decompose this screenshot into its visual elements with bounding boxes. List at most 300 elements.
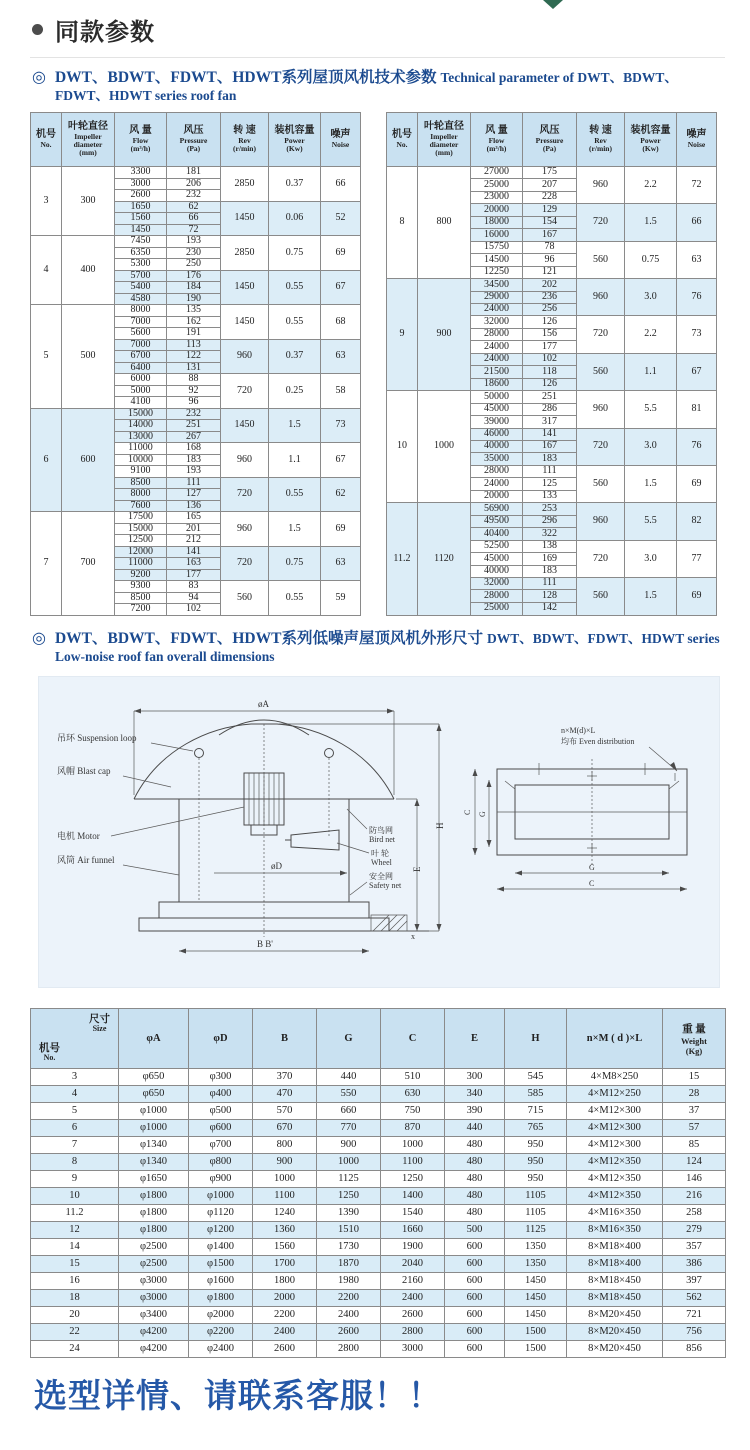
section-dimensions-header: [32, 629, 725, 666]
rev-cell: 1450: [221, 408, 269, 443]
b-cell: 570: [253, 1102, 317, 1119]
machine-no-cell: 8: [31, 1153, 119, 1170]
col-g: G: [317, 1008, 381, 1068]
flow-cell: 7000: [115, 339, 167, 351]
phi-a-cell: φ1800: [119, 1221, 189, 1238]
e-cell: 480: [445, 1170, 505, 1187]
pressure-cell: 167: [523, 229, 577, 241]
power-cell: 1.1: [269, 443, 321, 478]
phi-d-cell: φ1800: [189, 1289, 253, 1306]
c-cell: 870: [381, 1119, 445, 1136]
machine-no-cell: 6: [31, 408, 62, 512]
e-cell: 480: [445, 1136, 505, 1153]
c-cell: 1660: [381, 1221, 445, 1238]
pressure-cell: 212: [167, 535, 221, 547]
flow-cell: 14000: [115, 420, 167, 432]
pressure-cell: 317: [523, 416, 577, 428]
flow-cell: 25000: [471, 179, 523, 191]
h-cell: 1450: [505, 1289, 567, 1306]
rev-cell: 960: [577, 503, 625, 540]
param-table-left: [30, 112, 361, 616]
g-cell: 900: [317, 1136, 381, 1153]
suspension-loop-label: 吊环 Suspension loop: [57, 732, 137, 743]
power-cell: 3.0: [625, 428, 677, 465]
dim-row: [31, 1272, 726, 1289]
pressure-cell: 111: [167, 477, 221, 489]
power-cell: 0.37: [269, 167, 321, 202]
pressure-cell: 193: [167, 236, 221, 248]
noise-cell: 59: [321, 581, 361, 616]
noise-cell: 69: [677, 465, 717, 502]
bolt-cell: 4×M12×300: [567, 1136, 663, 1153]
e-cell: 600: [445, 1272, 505, 1289]
machine-no-cell: 11.2: [387, 503, 418, 615]
b-cell: 2200: [253, 1306, 317, 1323]
noise-cell: 67: [321, 443, 361, 478]
flow-cell: 5400: [115, 282, 167, 294]
impeller-diameter-cell: 1120: [418, 503, 471, 615]
dim-row: [31, 1221, 726, 1238]
h-cell: 1105: [505, 1187, 567, 1204]
pressure-cell: 83: [167, 581, 221, 593]
dim-g-left-label: G: [478, 810, 487, 817]
c-cell: 750: [381, 1102, 445, 1119]
g-cell: 1125: [317, 1170, 381, 1187]
pressure-cell: 191: [167, 328, 221, 340]
power-cell: 5.5: [625, 503, 677, 540]
pressure-cell: 162: [167, 316, 221, 328]
flow-cell: 17500: [115, 512, 167, 524]
flow-cell: 9300: [115, 581, 167, 593]
noise-cell: 76: [677, 279, 717, 316]
dim-row: [31, 1340, 726, 1357]
machine-no-cell: 18: [31, 1289, 119, 1306]
power-cell: 1.5: [625, 577, 677, 615]
flow-cell: 18600: [471, 378, 523, 390]
weight-cell: 721: [663, 1306, 726, 1323]
g-cell: 1390: [317, 1204, 381, 1221]
b-cell: 800: [253, 1136, 317, 1153]
col-phi-a: φA: [119, 1008, 189, 1068]
e-cell: 440: [445, 1119, 505, 1136]
col-phi-d: φD: [189, 1008, 253, 1068]
weight-cell: 562: [663, 1289, 726, 1306]
rev-cell: 560: [577, 465, 625, 502]
phi-a-cell: φ1000: [119, 1119, 189, 1136]
phi-a-cell: φ1000: [119, 1102, 189, 1119]
flow-cell: 4100: [115, 397, 167, 409]
phi-a-cell: φ3400: [119, 1306, 189, 1323]
noise-cell: 63: [321, 339, 361, 374]
power-cell: 0.55: [269, 581, 321, 616]
machine-no-cell: 22: [31, 1323, 119, 1340]
pressure-cell: 251: [523, 391, 577, 403]
g-cell: 1510: [317, 1221, 381, 1238]
b-cell: 1240: [253, 1204, 317, 1221]
b-cell: 1000: [253, 1170, 317, 1187]
phi-d-cell: φ1400: [189, 1238, 253, 1255]
bolt-cell: 8×M20×450: [567, 1340, 663, 1357]
phi-a-cell: φ1800: [119, 1187, 189, 1204]
c-cell: 1250: [381, 1170, 445, 1187]
phi-d-cell: φ2000: [189, 1306, 253, 1323]
dim-row: [31, 1187, 726, 1204]
pressure-cell: 296: [523, 515, 577, 527]
col-c: C: [381, 1008, 445, 1068]
rev-cell: 720: [577, 204, 625, 241]
machine-no-cell: 16: [31, 1272, 119, 1289]
flow-cell: 24000: [471, 353, 523, 365]
flow-cell: 12500: [115, 535, 167, 547]
flow-cell: 7000: [115, 316, 167, 328]
pressure-cell: 111: [523, 577, 577, 589]
bolt-cell: 8×M18×450: [567, 1289, 663, 1306]
col-noise: 噪声 Noise: [321, 113, 361, 167]
bolt-cell: 8×M18×400: [567, 1255, 663, 1272]
page-title-row: [30, 0, 725, 58]
machine-no-cell: 3: [31, 1068, 119, 1085]
flow-cell: 12000: [115, 546, 167, 558]
b-cell: 2400: [253, 1323, 317, 1340]
e-cell: 480: [445, 1153, 505, 1170]
noise-cell: 73: [677, 316, 717, 353]
pressure-cell: 142: [523, 602, 577, 615]
pressure-cell: 135: [167, 305, 221, 317]
col-flow: 风 量 Flow (m³/h): [471, 113, 523, 167]
power-cell: 0.55: [269, 305, 321, 340]
bolt-cell: 4×M12×350: [567, 1170, 663, 1187]
machine-no-cell: 4: [31, 1085, 119, 1102]
page-title: 同款参数: [55, 20, 155, 46]
even-distribution-label: 均布 Even distribution: [561, 736, 635, 746]
noise-cell: 82: [677, 503, 717, 540]
pressure-cell: 156: [523, 328, 577, 340]
flow-cell: 24000: [471, 303, 523, 315]
phi-a-cell: φ4200: [119, 1323, 189, 1340]
g-cell: 1250: [317, 1187, 381, 1204]
dim-row: [31, 1068, 726, 1085]
phi-a-cell: φ1340: [119, 1136, 189, 1153]
pressure-cell: 207: [523, 179, 577, 191]
dim-row: [31, 1306, 726, 1323]
pressure-cell: 256: [523, 303, 577, 315]
phi-a-cell: φ3000: [119, 1289, 189, 1306]
flow-cell: 11000: [115, 443, 167, 455]
c-cell: 2800: [381, 1323, 445, 1340]
c-cell: 510: [381, 1068, 445, 1085]
flow-cell: 6000: [115, 374, 167, 386]
pressure-cell: 136: [167, 500, 221, 512]
pressure-cell: 250: [167, 259, 221, 271]
pressure-cell: 111: [523, 465, 577, 477]
rev-cell: 1450: [221, 305, 269, 340]
flow-cell: 28000: [471, 465, 523, 477]
pressure-cell: 92: [167, 385, 221, 397]
pressure-cell: 190: [167, 293, 221, 305]
g-cell: 1980: [317, 1272, 381, 1289]
bolt-cell: 4×M12×300: [567, 1119, 663, 1136]
section-params-header: [32, 68, 725, 105]
col-diameter: 叶轮直径 Impeller diameter (mm): [418, 113, 471, 167]
flow-cell: 9200: [115, 569, 167, 581]
pressure-cell: 126: [523, 316, 577, 328]
rev-cell: 720: [221, 477, 269, 512]
b-cell: 1700: [253, 1255, 317, 1272]
dim-x-label: x: [411, 931, 415, 941]
c-cell: 2040: [381, 1255, 445, 1272]
param-row: [31, 167, 361, 179]
pressure-cell: 251: [167, 420, 221, 432]
pressure-cell: 133: [523, 490, 577, 502]
flow-cell: 7450: [115, 236, 167, 248]
pressure-cell: 154: [523, 216, 577, 228]
flow-cell: 16000: [471, 229, 523, 241]
power-cell: 1.5: [269, 512, 321, 547]
e-cell: 600: [445, 1306, 505, 1323]
weight-cell: 15: [663, 1068, 726, 1085]
power-cell: 3.0: [625, 279, 677, 316]
col-noise: 噪声 Noise: [677, 113, 717, 167]
rev-cell: 720: [221, 374, 269, 409]
dim-b-label: B B': [257, 938, 273, 949]
e-cell: 500: [445, 1221, 505, 1238]
pressure-cell: 169: [523, 553, 577, 565]
col-no: 机号 No.: [387, 113, 418, 167]
bolt-cell: 4×M12×350: [567, 1187, 663, 1204]
rev-cell: 560: [577, 577, 625, 615]
weight-cell: 856: [663, 1340, 726, 1357]
pressure-cell: 122: [167, 351, 221, 363]
param-header-row: [387, 113, 717, 167]
phi-a-cell: φ2500: [119, 1255, 189, 1272]
flow-cell: 39000: [471, 416, 523, 428]
flow-cell: 23000: [471, 191, 523, 203]
machine-no-cell: 9: [387, 279, 418, 391]
param-header-row: [31, 113, 361, 167]
h-cell: 950: [505, 1136, 567, 1153]
rev-cell: 960: [221, 443, 269, 478]
phi-d-cell: φ400: [189, 1085, 253, 1102]
noise-cell: 63: [321, 546, 361, 581]
pressure-cell: 62: [167, 201, 221, 213]
pressure-cell: 201: [167, 523, 221, 535]
b-cell: 1560: [253, 1238, 317, 1255]
rev-cell: 2850: [221, 167, 269, 202]
c-cell: 1900: [381, 1238, 445, 1255]
phi-d-cell: φ1200: [189, 1221, 253, 1238]
power-cell: 0.55: [269, 477, 321, 512]
pressure-cell: 138: [523, 540, 577, 552]
flow-cell: 34500: [471, 279, 523, 291]
impeller-diameter-cell: 300: [62, 167, 115, 236]
c-cell: 1100: [381, 1153, 445, 1170]
flow-cell: 10000: [115, 454, 167, 466]
power-cell: 2.2: [625, 316, 677, 353]
bolt-cell: 8×M18×450: [567, 1272, 663, 1289]
noise-cell: 76: [677, 428, 717, 465]
noise-cell: 69: [677, 577, 717, 615]
col-h: H: [505, 1008, 567, 1068]
b-cell: 1360: [253, 1221, 317, 1238]
pressure-cell: 230: [167, 247, 221, 259]
pressure-cell: 165: [167, 512, 221, 524]
flow-cell: 7600: [115, 500, 167, 512]
machine-no-cell: 8: [387, 167, 418, 279]
noise-cell: 63: [677, 241, 717, 278]
weight-cell: 37: [663, 1102, 726, 1119]
machine-no-cell: 4: [31, 236, 62, 305]
footer-note: 选型详情、请联系客服！！: [34, 1376, 442, 1414]
c-cell: 1400: [381, 1187, 445, 1204]
flow-cell: 40000: [471, 565, 523, 577]
weight-cell: 124: [663, 1153, 726, 1170]
dim-row: [31, 1153, 726, 1170]
h-cell: 1105: [505, 1204, 567, 1221]
flow-cell: 14500: [471, 254, 523, 266]
section-params-title-en: Technical parameter of DWT、BDWT、FDWT、HDWT series roof fan: [54, 70, 678, 103]
g-cell: 2800: [317, 1340, 381, 1357]
c-cell: 1000: [381, 1136, 445, 1153]
pressure-cell: 131: [167, 362, 221, 374]
dimensions-table: [30, 1008, 726, 1358]
pressure-cell: 121: [523, 266, 577, 278]
weight-cell: 357: [663, 1238, 726, 1255]
bolt-cell: 4×M8×250: [567, 1068, 663, 1085]
b-cell: 900: [253, 1153, 317, 1170]
noise-cell: 66: [677, 204, 717, 241]
e-cell: 300: [445, 1068, 505, 1085]
power-cell: 1.5: [269, 408, 321, 443]
flow-cell: 25000: [471, 602, 523, 615]
flow-cell: 29000: [471, 291, 523, 303]
flow-cell: 20000: [471, 490, 523, 502]
phi-d-cell: φ800: [189, 1153, 253, 1170]
phi-a-cell: φ1340: [119, 1153, 189, 1170]
double-circle-icon: ◎: [32, 629, 46, 647]
dim-h-label: H: [435, 822, 445, 829]
pressure-cell: 96: [523, 254, 577, 266]
rev-cell: 560: [577, 353, 625, 390]
weight-cell: 216: [663, 1187, 726, 1204]
flow-cell: 45000: [471, 553, 523, 565]
param-table-right: [386, 112, 717, 616]
col-power: 装机容量 Power (Kw): [269, 113, 321, 167]
param-row: [387, 503, 717, 515]
flow-cell: 50000: [471, 391, 523, 403]
e-cell: 340: [445, 1085, 505, 1102]
flow-cell: 18000: [471, 216, 523, 228]
b-cell: 1100: [253, 1187, 317, 1204]
flow-cell: 8000: [115, 305, 167, 317]
h-cell: 545: [505, 1068, 567, 1085]
flow-cell: 20000: [471, 204, 523, 216]
flow-cell: 15000: [115, 523, 167, 535]
bolt-cell: 4×M12×250: [567, 1085, 663, 1102]
machine-no-cell: 7: [31, 512, 62, 616]
safety-net-label-en: Safety net: [369, 880, 402, 890]
impeller-diameter-cell: 900: [418, 279, 471, 391]
flow-cell: 8500: [115, 477, 167, 489]
e-cell: 600: [445, 1323, 505, 1340]
phi-a-cell: φ650: [119, 1068, 189, 1085]
phi-a-cell: φ1650: [119, 1170, 189, 1187]
phi-d-cell: φ1500: [189, 1255, 253, 1272]
param-row: [387, 391, 717, 403]
phi-d-cell: φ600: [189, 1119, 253, 1136]
pressure-cell: 72: [167, 224, 221, 236]
noise-cell: 67: [677, 353, 717, 390]
flow-cell: 40000: [471, 440, 523, 452]
pressure-cell: 88: [167, 374, 221, 386]
dim-row: [31, 1119, 726, 1136]
weight-cell: 57: [663, 1119, 726, 1136]
h-cell: 950: [505, 1170, 567, 1187]
flow-cell: 24000: [471, 341, 523, 353]
g-cell: 440: [317, 1068, 381, 1085]
bolt-cell: 8×M20×450: [567, 1306, 663, 1323]
rev-cell: 960: [221, 339, 269, 374]
flow-cell: 12250: [471, 266, 523, 278]
col-pressure: 风压 Pressure (Pa): [523, 113, 577, 167]
b-cell: 2000: [253, 1289, 317, 1306]
phi-d-cell: φ1120: [189, 1204, 253, 1221]
power-cell: 1.5: [625, 204, 677, 241]
g-cell: 550: [317, 1085, 381, 1102]
pressure-cell: 183: [167, 454, 221, 466]
param-row: [31, 305, 361, 317]
h-cell: 585: [505, 1085, 567, 1102]
flow-cell: 49500: [471, 515, 523, 527]
fan-diagram-svg: [39, 677, 719, 987]
flow-cell: 2600: [115, 190, 167, 202]
dim-row: [31, 1136, 726, 1153]
col-diameter: 叶轮直径 Impeller diameter (mm): [62, 113, 115, 167]
flow-cell: 40400: [471, 528, 523, 540]
col-rev: 转 速 Rev (r/min): [577, 113, 625, 167]
param-row: [31, 512, 361, 524]
pressure-cell: 267: [167, 431, 221, 443]
e-cell: 600: [445, 1255, 505, 1272]
rev-cell: 1450: [221, 201, 269, 236]
g-cell: 2200: [317, 1289, 381, 1306]
wheel-label-zh: 叶 轮: [371, 848, 389, 858]
dim-row: [31, 1204, 726, 1221]
g-cell: 1870: [317, 1255, 381, 1272]
pressure-cell: 202: [523, 279, 577, 291]
noise-cell: 62: [321, 477, 361, 512]
green-arrow-icon: [543, 0, 563, 9]
machine-no-cell: 6: [31, 1119, 119, 1136]
g-cell: 1000: [317, 1153, 381, 1170]
machine-no-cell: 11.2: [31, 1204, 119, 1221]
pressure-cell: 113: [167, 339, 221, 351]
pressure-cell: 175: [523, 167, 577, 179]
pressure-cell: 102: [167, 604, 221, 616]
flow-cell: 5700: [115, 270, 167, 282]
flow-cell: 56900: [471, 503, 523, 515]
flow-cell: 1450: [115, 224, 167, 236]
dim-row: [31, 1255, 726, 1272]
b-cell: 2600: [253, 1340, 317, 1357]
machine-no-cell: 9: [31, 1170, 119, 1187]
machine-no-cell: 15: [31, 1255, 119, 1272]
pressure-cell: 126: [523, 378, 577, 390]
flow-cell: 9100: [115, 466, 167, 478]
col-flow: 风 量 Flow (m³/h): [115, 113, 167, 167]
flow-cell: 45000: [471, 403, 523, 415]
flow-cell: 6700: [115, 351, 167, 363]
pressure-cell: 286: [523, 403, 577, 415]
